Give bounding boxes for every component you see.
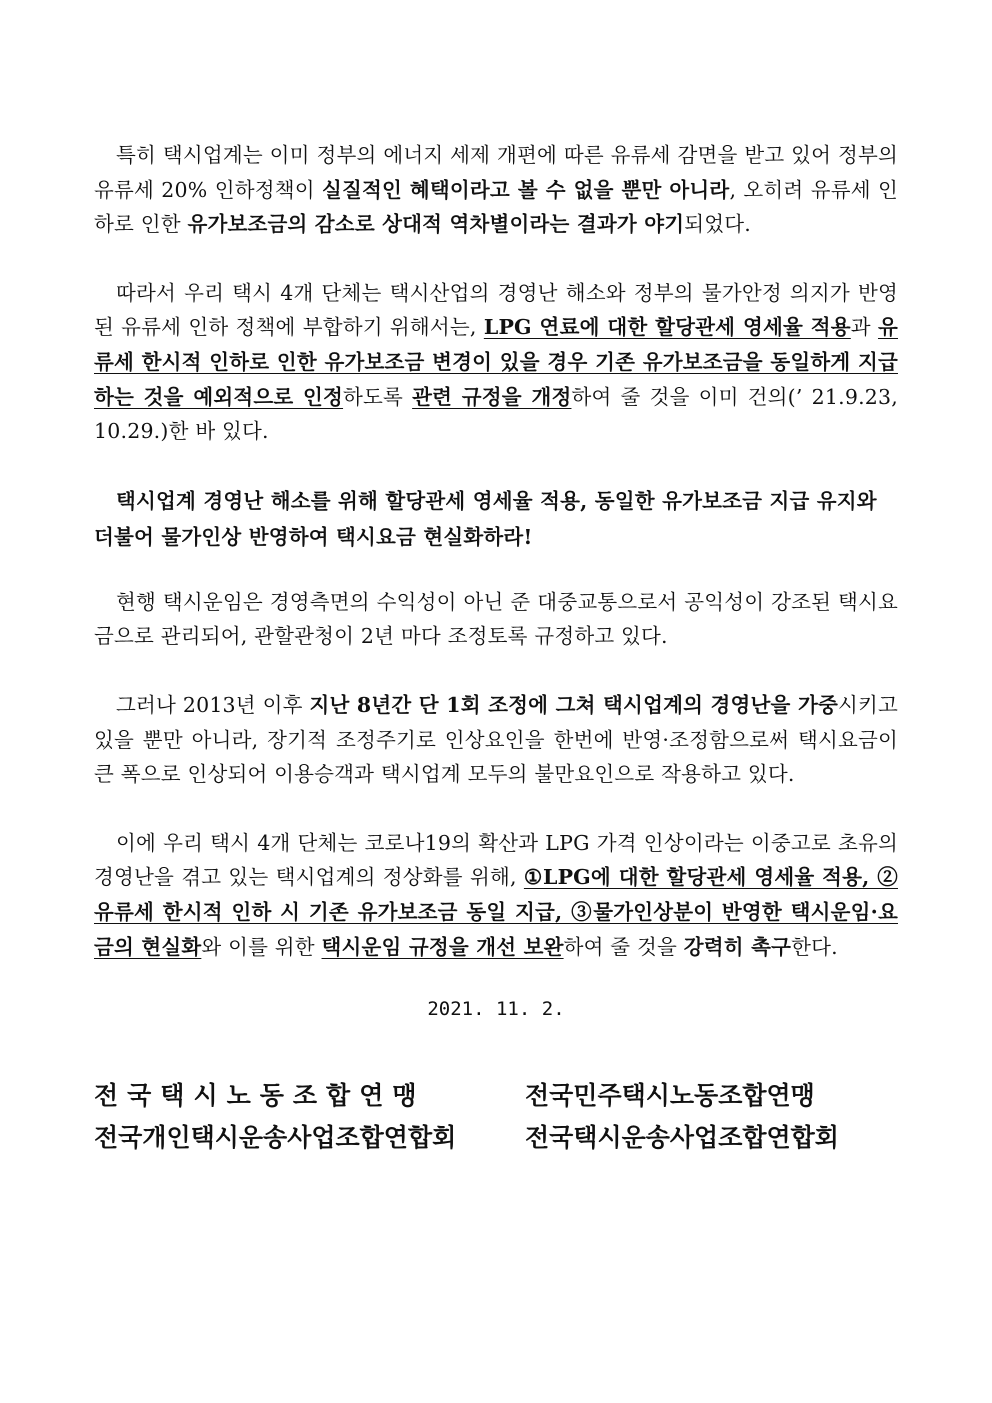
p5-text: 이에 우리 택시 4개 단체는 코로나19의 확산과 LPG 가격 인상이라는 이중고로 초유의 경영난을 겪고 있는 택시업계의 정상화를 위해,: [94, 830, 898, 890]
p2-text-4: 하여 줄 것을 이미 건의(’ 21.9.23, 10.29.)한 바 있다.: [94, 384, 899, 444]
p2-bold-underline-3: 관련 규정을 개정: [412, 384, 572, 409]
p2-text: 따라서 우리 택시 4개 단체는 택시산업의 경영난 해소와 정부의 물가안정 의지가 반영된 유류세 인하 정책에 부합하기 위해서는,: [94, 280, 898, 340]
p1-text-2: , 오히려 유류세 인하로 인한: [94, 177, 898, 237]
p2-text-2: 과: [850, 315, 878, 340]
p2-bold-underline-1: LPG 연료에 대한 할당관세 영세율 적용: [483, 315, 851, 340]
p2-text-3: 하도록: [343, 384, 413, 409]
p1-text: 특히 택시업계는 이미 정부의 에너지 세제 개편에 따른 유류세 감면을 받고 있어 정부의 유류세 20% 인하정책이: [94, 143, 898, 202]
org-name: 전국민주택시노동조합연맹: [525, 1081, 815, 1111]
p4-text: 그러나 2013년 이후: [116, 692, 310, 717]
p4-text-2: 시키고 있을 뿐만 아니라, 장기적 조정주기로 인상요인을 한번에 반영·조정함으로써 택시요금이 큰 폭으로 인상되어 이용승객과 택시업계 모두의 불만요인으로 작용하고 있다.: [94, 692, 898, 787]
signatory-organizations: [94, 1076, 898, 1154]
p5-bold-underline-2: 택시운임 규정을 개선 보완: [321, 934, 564, 959]
paragraph-5: [94, 826, 898, 964]
org-name: 전국택시노동조합연맹: [94, 1081, 426, 1111]
p1-bold-1: 실질적인 혜택이라고 볼 수 없을 뿐만 아니라: [322, 177, 730, 202]
document-date: 2021. 11. 2.: [427, 998, 565, 1021]
p1-bold-2: 유가보조금의 감소로 상대적 역차별이라는 결과가 야기: [187, 212, 685, 237]
paragraph-4: [94, 688, 898, 792]
p1-text-3: 되었다.: [684, 212, 751, 237]
paragraph-1: [94, 138, 898, 242]
section-heading: 택시업계 경영난 해소를 위해 할당관세 영세율 적용, 동일한 유가보조금 지급 유지와 더불어 물가인상 반영하여 택시요금 현실화하라!: [94, 488, 877, 549]
p5-text-2: 와 이를 위한: [201, 934, 322, 959]
paragraph-2: [94, 276, 898, 449]
org-name: 전국개인택시운송사업조합연합회: [94, 1123, 457, 1153]
document-page: [94, 138, 898, 1154]
p4-bold: 지난 8년간 단 1회 조정에 그쳐 택시업계의 경영난을 가중: [309, 692, 838, 717]
p5-text-4: 한다.: [791, 934, 838, 959]
org-name: 전국택시운송사업조합연합회: [525, 1123, 839, 1153]
p5-text-3: 하여 줄 것을: [563, 934, 684, 959]
paragraph-3: 현행 택시운임은 경영측면의 수익성이 아닌 준 대중교통으로서 공익성이 강조된 택시요금으로 관리되어, 관할관청이 2년 마다 조정토록 규정하고 있다.: [94, 589, 898, 649]
p2-bold-underline-2: 유류세 한시적 인하로 인한 유가보조금 변경이 있을 경우 기존 유가보조금을 동일하게 지급하는 것을 예외적으로 인정: [94, 315, 898, 409]
p5-bold-underline-1: ①LPG에 대한 할당관세 영세율 적용, ②유류세 한시적 인하 시 기존 유가보조금 동일 지급, ③물가인상분이 반영한 택시운임·요금의 현실화: [94, 865, 898, 959]
p5-bold: 강력히 촉구: [683, 934, 792, 959]
